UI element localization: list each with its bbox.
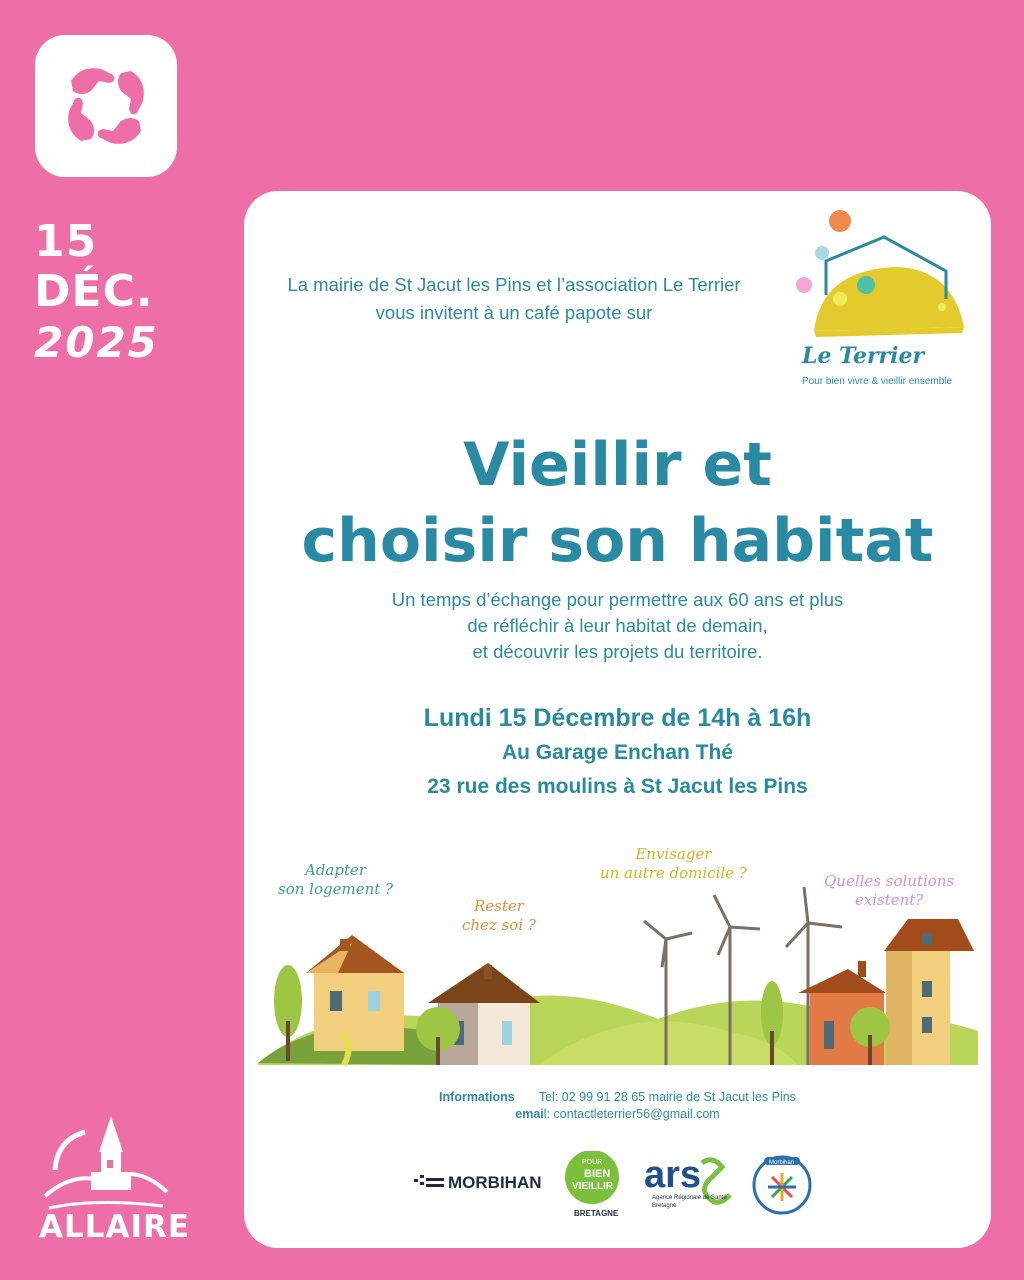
le-terrier-logo-name: Le Terrier	[802, 343, 925, 369]
date-day: 15	[34, 216, 98, 267]
ars-logo	[644, 1154, 730, 1209]
event-description	[244, 587, 991, 665]
ars-subtitle: Agence Régionale de Santé	[652, 1195, 727, 1201]
question-bubble: Envisager un autre domicile ?	[600, 845, 747, 882]
event-datetime: Lundi 15 Décembre de 14h à 16h	[423, 704, 812, 732]
hands-together-icon	[51, 51, 161, 161]
date-year: 2025	[34, 318, 159, 367]
event-address: 23 rue des moulins à St Jacut les Pins	[427, 775, 808, 798]
description-line: Un temps d’échange pour permettre aux 60 ans et plus	[391, 589, 844, 610]
morbihan-logo	[414, 1173, 542, 1192]
app-icon	[35, 35, 177, 177]
description-line: de réfléchir à leur habitat de demain,	[467, 615, 768, 636]
intro-text: La mairie de St Jacut les Pins et l’association Le Terrier vous invitent à un café papote sur	[287, 274, 741, 323]
info-email: l: contactleterrier56@gmail.com	[543, 1107, 720, 1121]
date-month: DÉC.	[34, 266, 154, 317]
ars-text: ars	[644, 1154, 702, 1196]
le-terrier-logo-tagline: Pour bien vivre & vieillir ensemble	[802, 376, 953, 387]
question-bubble: Quelles solutions existent?	[824, 872, 955, 909]
allaire-text: ALLAIRE	[39, 1209, 191, 1245]
conference-text: Morbihan	[769, 1160, 795, 1166]
page-title	[244, 427, 991, 579]
bien-vieillir-pour: POUR	[582, 1159, 603, 1166]
event-date-badge	[34, 216, 159, 367]
conference-financeurs-logo	[754, 1157, 810, 1213]
description-line: et découvrir les projets du territoire.	[472, 641, 763, 662]
ars-region: Bretagne	[652, 1203, 677, 1209]
event-details	[244, 700, 991, 804]
bien-vieillir-vieillir: VIEILLIR	[572, 1181, 614, 1192]
bien-vieillir-bien: BIEN	[584, 1168, 611, 1180]
morbihan-text: MORBIHAN	[448, 1173, 542, 1192]
question-bubble: Rester chez soi ?	[462, 897, 536, 934]
flyer-card	[244, 191, 991, 1248]
bien-vieillir-logo	[565, 1151, 619, 1218]
info-phone: Tel: 02 99 91 28 65 mairie de St Jacut les Pins	[538, 1090, 796, 1104]
title-line-1: Vieillir et	[463, 430, 772, 500]
info-email-label: emai	[515, 1107, 544, 1121]
contact-info	[244, 1089, 991, 1123]
info-label: Informations	[439, 1090, 515, 1104]
partner-logos	[412, 1151, 832, 1221]
event-place: Au Garage Enchan Thé	[501, 741, 734, 764]
question-bubble: Adapter son logement ?	[278, 861, 394, 898]
bien-vieillir-region: BRETAGNE	[574, 1209, 619, 1218]
title-line-2: choisir son habitat	[301, 506, 934, 576]
